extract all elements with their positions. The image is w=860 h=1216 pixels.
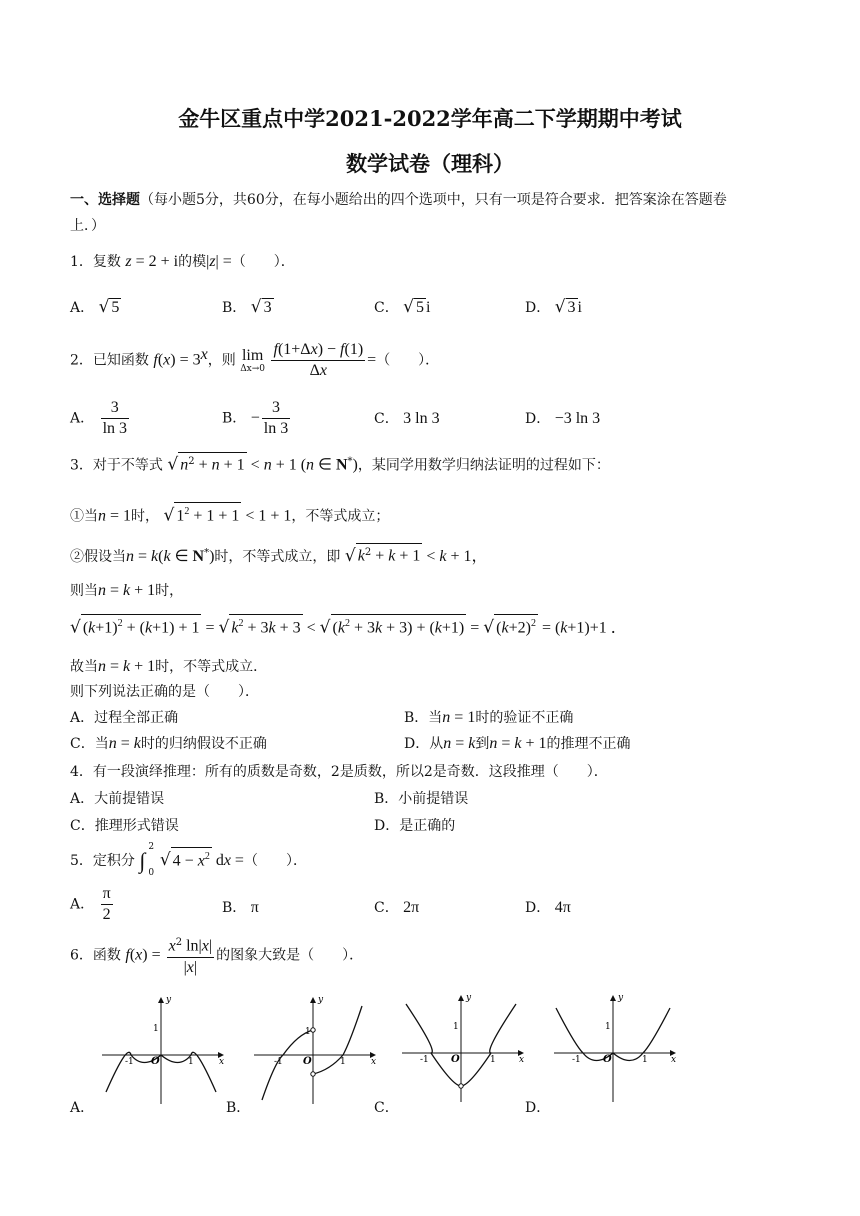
section-instructions: （每小题5分，共60分，在每小题给出的四个选项中，只有一项是符合要求．把答案涂在答题卷	[140, 192, 727, 208]
option-letter: B．	[222, 900, 247, 916]
q3-step-2: ②假设当n = k(k ∈ N*)时，不等式成立，即 √ $k^2 + k + 1 < k + 1$，	[70, 543, 488, 566]
curve-right	[313, 1006, 362, 1074]
question-4: 4．有一段演绎推理：所有的质数是奇数，2是质数，所以2是奇数．这段推理（ ）．	[70, 764, 608, 780]
question-6: 6．函数 f(x) = $\frac{x^2 \ln|x|}{|x|}$ 的图象大致是（ ）．	[70, 933, 363, 978]
y-axis-label: y	[166, 995, 172, 1005]
q5-option-c[interactable]	[374, 897, 419, 917]
option-letter: A．	[70, 300, 95, 316]
origin-label: O	[451, 1054, 460, 1065]
x-axis-label: x	[219, 1057, 225, 1067]
y-axis-label: y	[618, 993, 624, 1003]
q3-option-a[interactable]: A．过程全部正确	[70, 710, 179, 726]
question-tail: （ ）．	[231, 254, 295, 270]
open-point	[311, 1028, 315, 1032]
option-value: 4π	[554, 899, 571, 916]
page-subtitle: 数学试卷（理科）	[346, 151, 514, 176]
option-letter: D．	[525, 300, 551, 316]
step-text: 时，	[131, 508, 160, 525]
open-point	[459, 1084, 463, 1088]
x-tick-label: 1	[340, 1057, 346, 1067]
q3-option-b[interactable]: B．当n = 1时的验证不正确	[404, 709, 574, 726]
question-1: 1．复数 z = 2 + i的模|z| =（ ）．	[70, 253, 295, 270]
q4-option-b[interactable]: B．小前提错误	[374, 791, 469, 807]
q5-option-a[interactable]: A． $\frac{\pi}{2}$	[70, 885, 111, 923]
q1-option-d[interactable]: D． √ 3 i	[525, 297, 582, 317]
q1-option-b[interactable]: B． √ 3	[222, 297, 272, 317]
question-tail: （ ）．	[243, 853, 307, 869]
question-number: 3．	[70, 457, 93, 474]
question-3: 3．对于不等式 √ $n^2 + n + 1 < n + 1$ (n ∈ N*)，某同学用数学归纳法证明的过程如下：	[70, 452, 610, 475]
option-letter: C．	[374, 300, 399, 316]
question-number: 6．	[70, 947, 93, 964]
question-text: 的模	[178, 254, 207, 270]
step-text: ，不等式成立；	[291, 508, 390, 525]
question-text: 函数	[92, 947, 121, 964]
question-text: 复数	[92, 254, 121, 270]
option-text: 时的验证不正确	[475, 710, 574, 726]
option-letter: A．	[70, 410, 95, 427]
x-tick-label: -1	[420, 1055, 429, 1065]
option-letter: A．	[70, 896, 95, 913]
section-heading: 一、选择题	[70, 192, 140, 208]
question-text: 已知函数	[92, 352, 149, 369]
option-text: C．当	[70, 736, 109, 752]
step-text: 时，	[155, 583, 184, 599]
q3-then: 则当n = k + 1时，	[70, 582, 184, 599]
question-text: 对于不等式	[92, 457, 163, 474]
q2-option-a[interactable]: A． $\frac{3}{\ln 3}$	[70, 399, 128, 437]
graph-a[interactable]	[98, 992, 228, 1107]
x-tick-label: 1	[490, 1055, 496, 1065]
graph-c[interactable]	[398, 990, 528, 1105]
graph-b[interactable]	[250, 992, 380, 1107]
q6-option-a[interactable]: A．	[70, 1100, 95, 1116]
question-text: 的图象大致是（ ）．	[216, 947, 364, 964]
x-tick-label: -1	[125, 1057, 134, 1067]
y-tick-label: 1	[605, 1022, 611, 1032]
y-axis-label: y	[466, 993, 472, 1003]
step-text: 时，不等式成立．	[155, 659, 268, 675]
option-text: 到	[475, 736, 490, 752]
q3-step-1: ①当n = 1时， √ $1^2 + 1 + 1 < 1 + 1$，不等式成立；	[70, 502, 389, 525]
question-tail: （ ）．	[376, 352, 440, 369]
x-axis-label: x	[371, 1057, 377, 1067]
option-text: 时的归纳假设不正确	[140, 736, 267, 752]
section-instructions-cont: 上．）	[70, 218, 105, 234]
x-axis-label: x	[519, 1055, 525, 1065]
q4-option-d[interactable]: D．是正确的	[374, 818, 456, 834]
q6-option-b[interactable]: B．	[226, 1100, 251, 1116]
open-point	[311, 1072, 315, 1076]
q6-option-c[interactable]: C．	[374, 1100, 399, 1116]
option-letter: D．	[525, 411, 551, 427]
y-tick-label: 1	[153, 1024, 159, 1034]
q2-option-c[interactable]: C． 3 ln 3	[374, 410, 440, 427]
y-axis-label: y	[318, 995, 324, 1005]
q3-derivation: √ $(k+1)^2 + (k+1) + 1$ = √ $k^2 + 3k + 3$ < √ $(k^2 + 3k + 3) + (k+1)$ = √ $(k+2)^2 = (k+1)+1$ ．	[70, 614, 627, 637]
question-number: 2．	[70, 352, 93, 369]
question-text: ，某同学用数学归纳法证明的过程如下：	[357, 457, 610, 474]
x-tick-label: 1	[642, 1055, 648, 1065]
step-text: ②假设当	[70, 549, 126, 565]
step-text: 则当	[70, 583, 98, 599]
page-title: 金牛区重点中学2021-2022学年高二下学期期中考试	[178, 106, 682, 131]
section-heading-line	[70, 189, 727, 209]
x-axis-label: x	[671, 1055, 677, 1065]
q3-option-c[interactable]: C．当n = k时的归纳假设不正确	[70, 735, 267, 752]
x-tick-label: -1	[572, 1055, 581, 1065]
option-value: 2π	[403, 899, 420, 916]
option-text: D．从	[404, 736, 444, 752]
option-text: B．当	[404, 710, 443, 726]
q5-option-b[interactable]	[222, 897, 259, 917]
question-number: 1．	[70, 254, 93, 270]
option-letter: B．	[222, 300, 247, 316]
origin-label: O	[603, 1054, 612, 1065]
question-number: 5．	[70, 853, 93, 869]
option-text: 的推理不正确	[546, 736, 631, 752]
option-letter: C．	[374, 411, 399, 427]
step-text: 时，不等式成立，即	[214, 549, 341, 565]
question-text: 定积分	[92, 853, 135, 869]
step-text: ①当	[70, 508, 98, 525]
x-tick-label: -1	[274, 1057, 283, 1067]
question-5: 5．定积分 ∫ 2 0 √ $4 - x^2$ dx =（ ）．	[70, 842, 307, 878]
option-value: π	[250, 899, 259, 916]
q4-option-c[interactable]: C．推理形式错误	[70, 818, 179, 834]
q3-option-d[interactable]: D．从n = k到n = k + 1的推理不正确	[404, 735, 631, 752]
y-tick-label: 1	[453, 1022, 459, 1032]
question-2: 2．已知函数 $f(x) = 3^x$，则 lim Δx→0 $\frac{f(1+\Delta x) - f(1)}{\Delta x}$ =（ ）．	[70, 341, 440, 379]
step-text: 故当	[70, 659, 98, 675]
option-letter: D．	[525, 900, 551, 916]
q1-option-a[interactable]: A． √ 5	[70, 297, 120, 317]
q2-option-d[interactable]: D． −3 ln 3	[525, 410, 601, 427]
q6-option-d[interactable]: D．	[525, 1100, 551, 1116]
option-letter: B．	[222, 410, 247, 427]
x-tick-label: 1	[188, 1057, 194, 1067]
q2-option-b[interactable]: B． − $\frac{3}{\ln 3}$	[222, 399, 289, 437]
q4-option-a[interactable]: A．大前提错误	[70, 791, 165, 807]
q5-option-d[interactable]	[525, 897, 571, 917]
y-tick-label: 1	[305, 1027, 311, 1037]
origin-label: O	[151, 1056, 160, 1067]
origin-label: O	[303, 1056, 312, 1067]
q3-therefore: 故当n = k + 1时，不等式成立．	[70, 658, 268, 675]
q3-question: 则下列说法正确的是（ ）．	[70, 684, 259, 700]
q1-option-c[interactable]: C． √ 5 i	[374, 297, 431, 317]
question-text: ，则	[207, 352, 236, 369]
option-letter: C．	[374, 900, 399, 916]
graph-d[interactable]	[550, 990, 680, 1105]
